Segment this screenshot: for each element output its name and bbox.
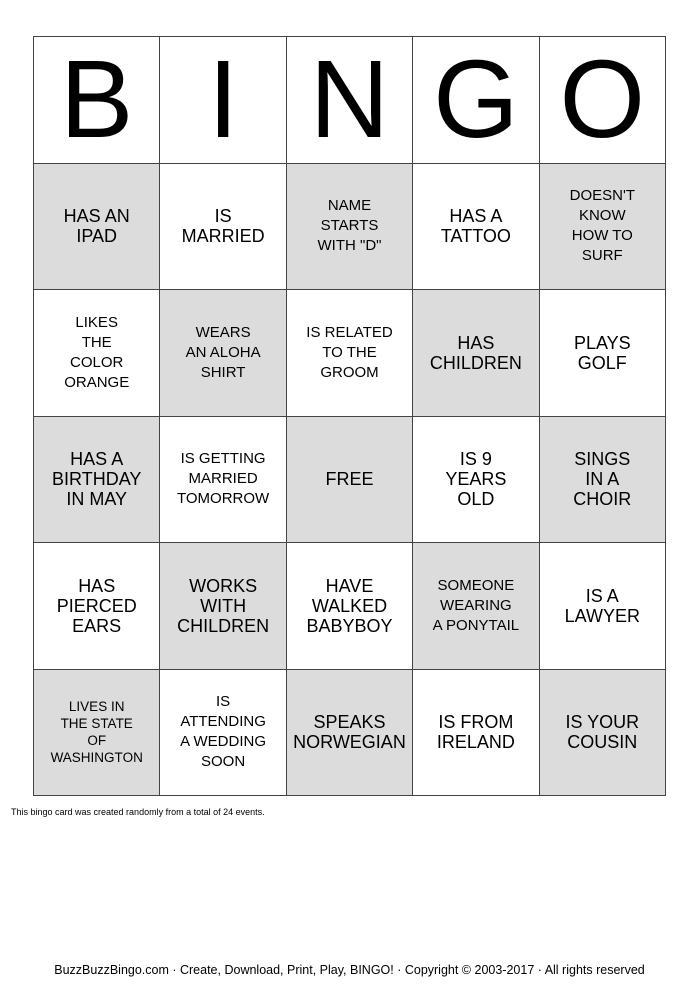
bingo-cell-text: HAS AN IPAD <box>63 206 130 247</box>
bingo-cell <box>413 543 539 670</box>
bingo-cell <box>160 290 286 417</box>
bingo-cell <box>34 417 160 544</box>
bingo-cell-text: IS YOUR COUSIN <box>565 712 640 753</box>
bingo-cell <box>413 417 539 544</box>
bingo-cell <box>540 543 666 670</box>
bingo-cell-text: WEARS AN ALOHA SHIRT <box>185 323 261 381</box>
bingo-cell-text: LIKES THE COLOR ORANGE <box>64 313 130 391</box>
bingo-cell-text: LIVES IN THE STATE OF WASHINGTON <box>50 699 143 766</box>
bingo-cell <box>287 164 413 291</box>
bingo-cell-text: HAS CHILDREN <box>429 332 522 373</box>
header-cell-n <box>287 37 413 164</box>
bingo-cell-text: DOESN'T KNOW HOW TO SURF <box>569 187 635 265</box>
card-note: This bingo card was created randomly from a total of 24 events. <box>11 807 265 817</box>
bingo-cell <box>540 164 666 291</box>
bingo-cell <box>34 290 160 417</box>
free-space-cell <box>287 417 413 544</box>
bingo-cell <box>160 543 286 670</box>
bingo-cell-text: IS A LAWYER <box>564 585 640 626</box>
bingo-cell <box>287 543 413 670</box>
bingo-cell-text: IS GETTING MARRIED TOMORROW <box>176 450 270 508</box>
bingo-cell <box>413 670 539 797</box>
bingo-cell <box>540 290 666 417</box>
header-letter: O <box>559 37 646 161</box>
bingo-cell-text: IS RELATED TO THE GROOM <box>306 323 393 381</box>
bingo-cell-text: HAS PIERCED EARS <box>56 575 137 636</box>
header-letter: G <box>433 37 519 161</box>
bingo-cell-text: SPEAKS NORWEGIAN <box>293 712 406 753</box>
bingo-cell-text: SINGS IN A CHOIR <box>573 449 632 510</box>
bingo-cell-text: IS 9 YEARS OLD <box>445 449 507 510</box>
bingo-cell-text: PLAYS GOLF <box>573 332 631 373</box>
header-letter: B <box>60 37 134 161</box>
bingo-cell <box>34 670 160 797</box>
bingo-cell-text: NAME STARTS WITH "D" <box>317 197 382 255</box>
bingo-cell-text: SOMEONE WEARING A PONYTAIL <box>432 576 520 634</box>
bingo-cell <box>160 670 286 797</box>
page-footer: BuzzBuzzBingo.com · Create, Download, Print, Play, BINGO! · Copyright © 2003-2017 · All rights reserved <box>54 963 645 977</box>
header-letter: I <box>207 37 239 161</box>
free-space-text: FREE <box>325 469 374 490</box>
bingo-cell <box>160 164 286 291</box>
bingo-cell <box>34 543 160 670</box>
bingo-cell-text: HAS A BIRTHDAY IN MAY <box>52 449 142 510</box>
bingo-cell-text: IS ATTENDING A WEDDING SOON <box>180 693 267 771</box>
bingo-cell <box>287 290 413 417</box>
bingo-cell-text: HAS A TATTOO <box>440 206 511 247</box>
bingo-cell-text: WORKS WITH CHILDREN <box>177 575 270 636</box>
bingo-cell <box>540 417 666 544</box>
bingo-cell <box>413 290 539 417</box>
bingo-cell-text: IS FROM IRELAND <box>436 712 515 753</box>
header-cell-g <box>413 37 539 164</box>
bingo-cell <box>540 670 666 797</box>
bingo-cell <box>34 164 160 291</box>
header-letter: N <box>309 37 390 161</box>
bingo-cell-text: IS MARRIED <box>181 206 265 247</box>
header-cell-o <box>540 37 666 164</box>
header-cell-i <box>160 37 286 164</box>
bingo-cell <box>287 670 413 797</box>
bingo-cell <box>160 417 286 544</box>
bingo-cell <box>413 164 539 291</box>
bingo-card <box>33 36 666 796</box>
header-cell-b <box>34 37 160 164</box>
bingo-cell-text: HAVE WALKED BABYBOY <box>306 575 393 636</box>
